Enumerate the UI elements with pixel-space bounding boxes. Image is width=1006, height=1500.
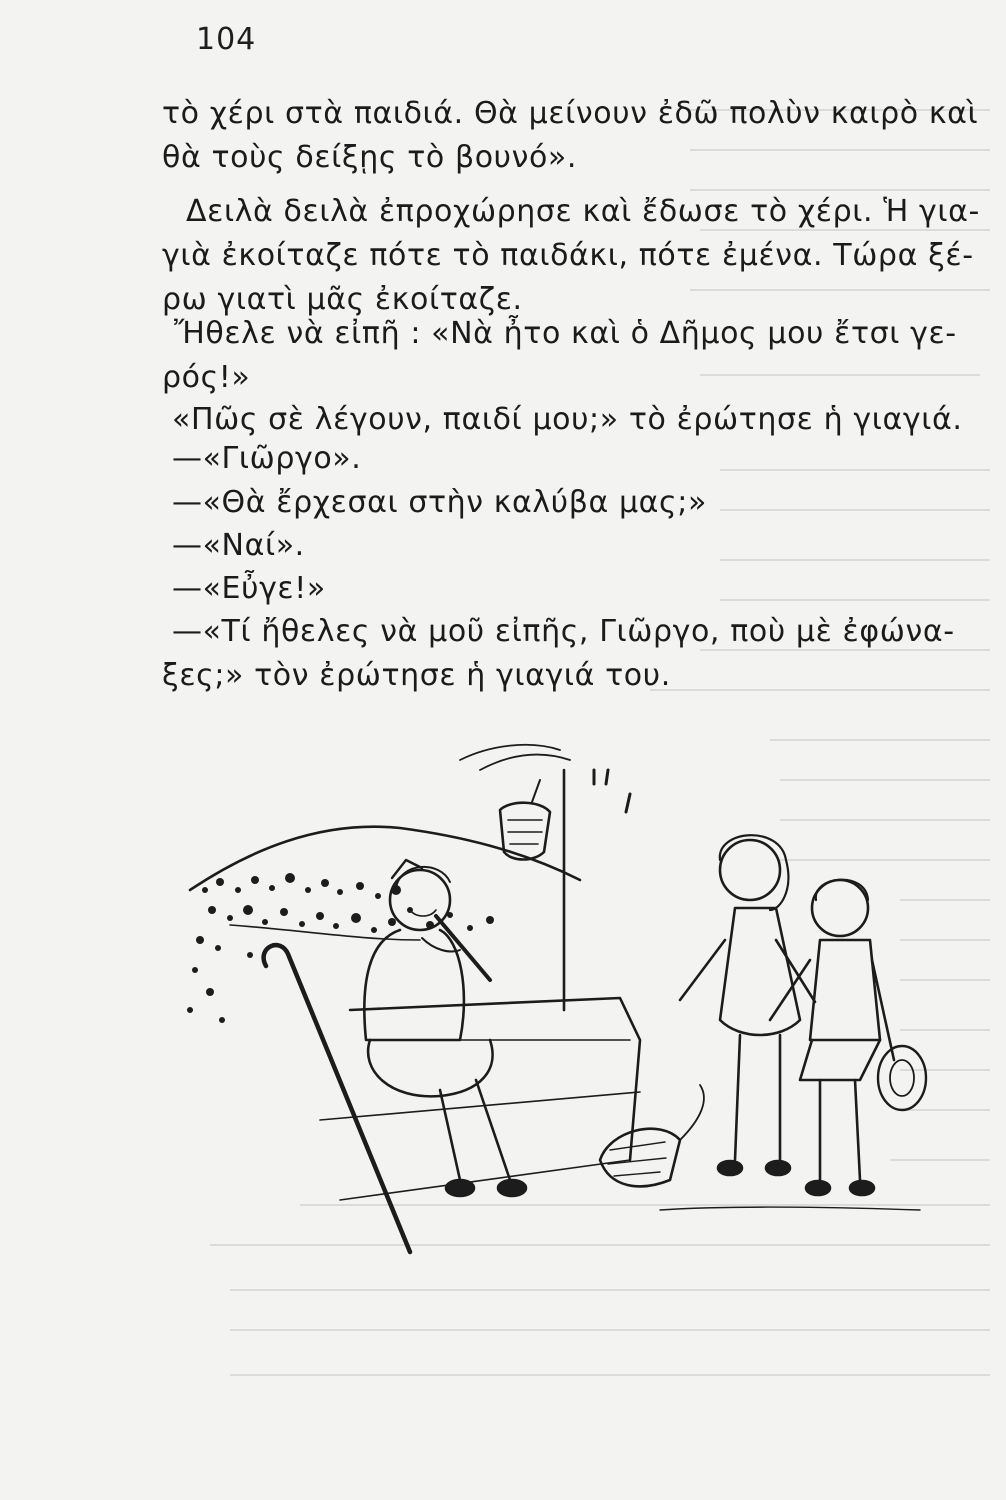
shepherd-crook: [264, 945, 410, 1252]
text-line: Ἤθελε νὰ εἰπῆ : «Νὰ ἦτο καὶ ὁ Δῆμος μου ἔτσι γε-: [174, 316, 957, 351]
shepherd-boy-with-children-illustration: [160, 740, 940, 1300]
text-line: —«Εὖγε!»: [172, 571, 326, 606]
text-line: —«Γιῶργο».: [172, 441, 362, 476]
text-line: ρός!»: [162, 360, 251, 395]
hillside-rocks: [187, 873, 494, 1023]
text-line: —«Ναί».: [172, 528, 305, 563]
text-line: ξες;» τὸν ἐρώτησε ἡ γιαγιά του.: [162, 658, 671, 693]
boy-figure: [770, 880, 926, 1195]
text-line: —«Τί ἤθελες νὰ μοῦ εἰπῆς, Γιῶργο, ποὺ μὲ ἐφώνα-: [172, 614, 955, 649]
shepherd-boy: [364, 860, 526, 1196]
text-line: γιὰ ἐκοίταζε πότε τὸ παιδάκι, πότε ἐμένα. Τώρα ξέ-: [162, 238, 974, 273]
text-line: «Πῶς σὲ λέγουν, παιδί μου;» τὸ ἐρώτησε ἡ γιαγιά.: [172, 402, 963, 437]
straw-hat: [878, 1046, 926, 1110]
girl-figure: [680, 835, 815, 1175]
text-line: Δειλὰ δειλὰ ἐπροχώρησε καὶ ἔδωσε τὸ χέρι. Ἡ για-: [186, 194, 980, 229]
shoulder-bag: [600, 1129, 680, 1187]
text-line: —«Θὰ ἔρχεσαι στὴν καλύβα μας;»: [172, 485, 707, 520]
page-number: 104: [196, 22, 257, 57]
text-line: ρω γιατὶ μᾶς ἐκοίταζε.: [162, 282, 523, 317]
text-line: θὰ τοὺς δείξῃς τὸ βουνό».: [162, 140, 578, 175]
text-line: τὸ χέρι στὰ παιδιά. Θὰ μείνουν ἐδῶ πολὺν καιρὸ καὶ: [162, 96, 979, 131]
